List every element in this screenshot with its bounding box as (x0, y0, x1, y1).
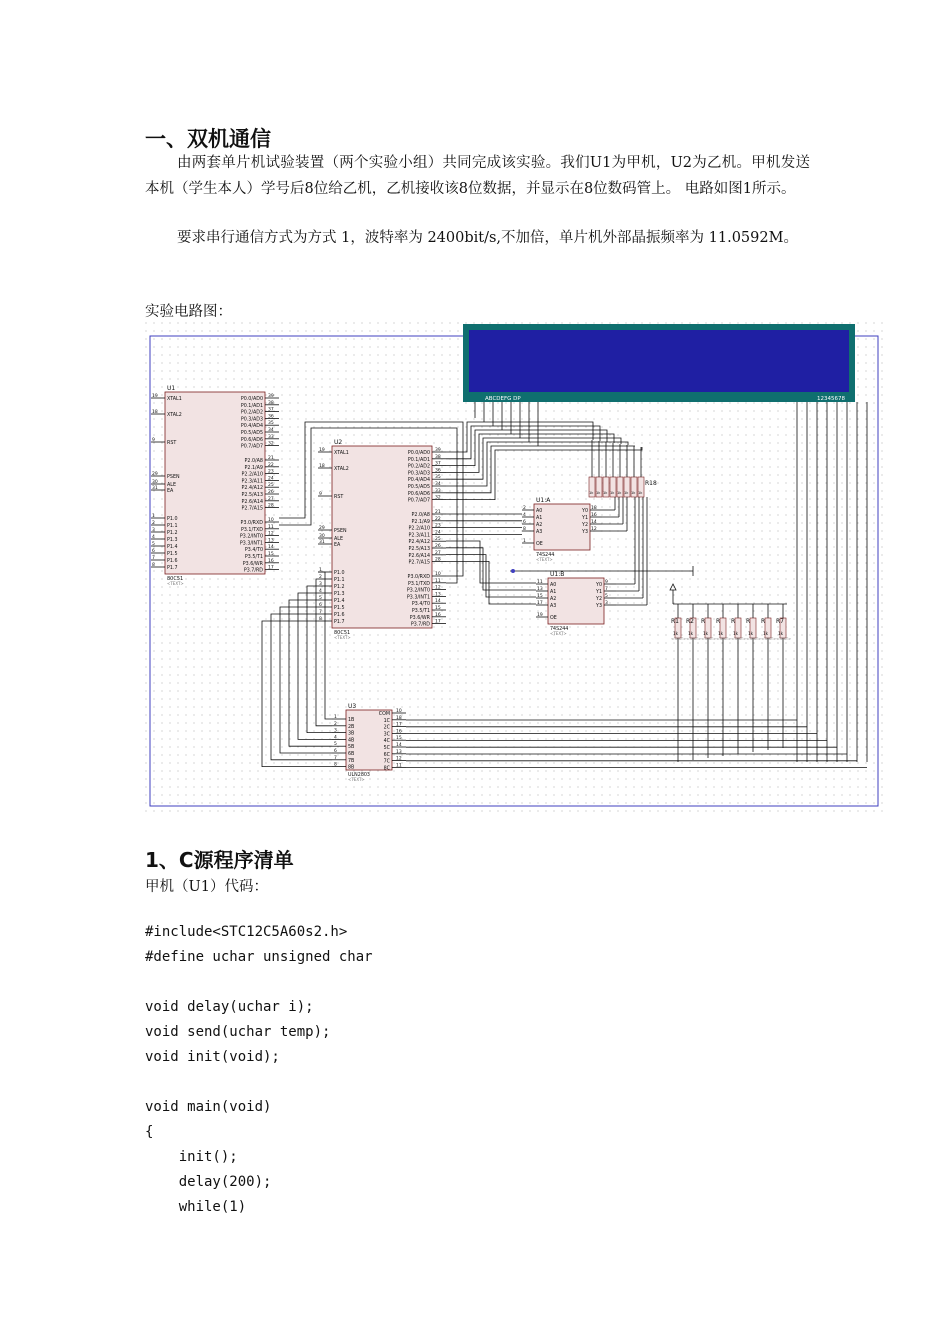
u2-pin-num: 19 (319, 448, 325, 453)
u2-pin-name: P3.7/RD (410, 622, 430, 628)
resistor-value: 1k (624, 491, 629, 495)
u1-pin-num: 33 (268, 434, 274, 440)
pullup-label: R7 (776, 618, 784, 625)
pullup-label: R (731, 618, 736, 625)
u1b-pin-name: Y3 (596, 604, 602, 609)
u1-pin-name: P2.6/A14 (241, 499, 263, 505)
pullup-text: <TEXT> (776, 637, 792, 641)
pullup-text: <TEXT> (701, 637, 717, 641)
u1a-pin-name: Y0 (582, 509, 588, 514)
pullup-value: 1k (703, 631, 709, 636)
u1a-pin-name: A2 (536, 523, 543, 528)
u1a-pin-name: Y2 (582, 523, 588, 528)
u1a-pin-num: 2 (523, 506, 526, 511)
u1-pin-name: P1.0 (167, 517, 178, 522)
u1a-part: 74S244 (536, 553, 555, 558)
u3-pin-name: 4B (348, 738, 355, 744)
u1a-pin-name: A0 (536, 509, 543, 514)
u3-pin-num: 11 (396, 763, 402, 769)
u3-pin-name: 5C (383, 746, 390, 751)
u2-pin-name: P1.3 (334, 592, 345, 597)
display-segment-labels: ABCDEFG DP (485, 396, 521, 402)
u2-pin-name: P2.0/A8 (411, 513, 430, 518)
u1a-ref: U1:A (536, 497, 551, 504)
pullup-value: 1k (748, 631, 754, 636)
u1-pin-num: 13 (268, 538, 274, 544)
u1a-pin-num: 16 (591, 513, 597, 518)
u1a-pin-num: 6 (523, 520, 526, 525)
u2-part: 80C51 (334, 630, 351, 636)
u2-pin-name: P1.0 (334, 571, 345, 576)
u1b-pin-num: 15 (537, 594, 543, 599)
seven-segment-display (469, 330, 849, 392)
u1-pin-num: 35 (268, 421, 274, 427)
u2-pin-num: 30 (319, 534, 325, 539)
u2-pin-num: 11 (435, 578, 441, 584)
u2-pin-num: 12 (435, 585, 441, 591)
code-line: void init(void); (145, 1049, 280, 1065)
code-block (145, 920, 373, 1220)
u2-pin-name: P0.2/AD2 (407, 464, 430, 470)
u2-pin-name: P1.5 (334, 606, 345, 611)
resistor-value: 1k (638, 491, 643, 495)
u1a-pin-num: 8 (523, 527, 526, 532)
u3-pin-name: 3C (383, 732, 390, 738)
u1-pin-name: P3.5/T1 (244, 555, 263, 560)
code-line: #define uchar unsigned char (145, 949, 373, 965)
u2-pin-num: 26 (435, 544, 441, 549)
u2-pin-num: 22 (435, 516, 441, 522)
u3-ref: U3 (348, 703, 357, 710)
u1-pin-num: 34 (268, 428, 274, 433)
u1-pin-num: 9 (152, 438, 155, 443)
u1-pin-name: P0.1/AD1 (240, 403, 263, 409)
u1b-pin-name: OE (550, 616, 557, 621)
pullup-label: R (701, 618, 706, 625)
resistor-r18-label: R18 (645, 480, 657, 487)
u3-pin-name: 4C (383, 739, 390, 745)
code-caption: 甲机（U1）代码： (145, 879, 268, 895)
u2-ref: U2 (334, 439, 343, 446)
pullup-value: 1k (733, 631, 739, 636)
u1-pin-num: 23 (268, 469, 274, 475)
u3-pin-name: 1B (348, 718, 355, 723)
u1a-pin-num: 18 (591, 506, 597, 511)
u2-pin-num: 39 (435, 448, 441, 453)
u1-pin-num: 36 (268, 414, 274, 420)
u3-pin-num: 14 (396, 743, 402, 748)
u2-pin-name: P2.2/A10 (408, 526, 430, 532)
u1-pin-name: P3.0/RXD (240, 521, 263, 526)
u2-pin-num: 15 (435, 606, 441, 611)
u2-pin-name: P2.5/A13 (408, 547, 430, 552)
u1-pin-num: 2 (152, 521, 155, 526)
u1b-pin-name: Y2 (596, 597, 602, 602)
pullup-text: <TEXT> (716, 637, 732, 641)
u1-pin-num: 24 (268, 476, 274, 482)
u1b-part: 74S244 (550, 627, 569, 632)
code-line (145, 1070, 373, 1095)
u1b-ref: U1:B (550, 571, 565, 578)
u2-pin-name: P2.1/A9 (411, 519, 430, 525)
u1a-text: <TEXT> (536, 557, 553, 562)
u1-pin-num: 8 (152, 563, 155, 568)
u3-pin-num: 8 (334, 762, 337, 768)
u1-pin-name: XTAL1 (167, 397, 182, 402)
intro-paragraph: 由两套单片机试验装置（两个实验小组）共同完成该实验。我们U1为甲机，U2为乙机。甲机发送本机（学生本人）学号后8位给乙机，乙机接收该8位数据，并显示在8位数码管上。 电路如图1所示。 (145, 155, 810, 197)
u2-pin-name: P3.0/RXD (407, 575, 430, 580)
u2-pin-num: 35 (435, 475, 441, 481)
u3-pin-num: 7 (334, 755, 337, 761)
u3-pin-num: 10 (396, 709, 402, 714)
code-line: init(); (145, 1149, 238, 1165)
u1-pin-num: 39 (268, 394, 274, 399)
u3-pin-name: 8B (348, 765, 355, 771)
u1-pin-num: 22 (268, 462, 274, 468)
u1a-pin-name: A3 (536, 530, 543, 535)
section-title: 一、双机通信 (145, 127, 271, 151)
u1b-pin-num: 3 (605, 601, 608, 606)
u2-pin-name: P0.4/AD4 (407, 478, 430, 484)
u3-pin-num: 5 (334, 742, 337, 748)
u1-pin-name: P1.2 (167, 531, 178, 536)
u1-pin-name: P3.1/TXD (240, 527, 263, 533)
u1-pin-name: P2.5/A13 (241, 493, 263, 498)
u2-pin-num: 25 (435, 537, 441, 543)
u1b-pin-num: 17 (537, 601, 543, 606)
u3-pin-name: 2C (383, 725, 390, 731)
u2-pin-num: 6 (319, 603, 322, 608)
u1-pin-num: 29 (152, 472, 158, 477)
code-line: while(1) (145, 1199, 247, 1215)
u2-pin-name: P0.0/AD0 (407, 451, 430, 456)
u1b-pin-num: 13 (537, 587, 543, 592)
u1-pin-num: 7 (152, 556, 155, 561)
u1-pin-num: 18 (152, 410, 158, 415)
u1b-pin-name: Y1 (596, 590, 602, 595)
pullup-value: 1k (673, 631, 679, 636)
u1-pin-name: P1.1 (167, 524, 178, 529)
u1-pin-name: P1.3 (167, 538, 178, 543)
u2-pin-name: XTAL2 (334, 467, 349, 472)
u1-pin-name: P3.4/T0 (244, 548, 263, 554)
u3-pin-num: 3 (334, 728, 337, 734)
u2-pin-name: P3.2/INT0 (406, 588, 430, 594)
u2-pin-name: P0.6/AD6 (407, 491, 430, 497)
u1-pin-name: P2.1/A9 (244, 465, 263, 471)
u2-pin-name: ALE (334, 537, 343, 542)
u1-pin-num: 10 (268, 518, 274, 523)
pullup-text: <TEXT> (746, 637, 762, 641)
u2-pin-num: 17 (435, 619, 441, 625)
u2-pin-num: 32 (435, 495, 441, 501)
u1-pin-num: 14 (268, 545, 274, 551)
code-line: { (145, 1124, 154, 1140)
u2-pin-num: 27 (435, 550, 441, 556)
display-digit-labels: 12345678 (817, 396, 845, 402)
junction-dot (511, 569, 515, 573)
u2-pin-num: 4 (319, 589, 322, 594)
u2-pin-name: EA (334, 543, 341, 548)
u3-pin-name: COM (378, 712, 390, 717)
pullup-value: 1k (778, 631, 784, 636)
u1-pin-name: P2.0/A8 (244, 459, 263, 464)
pullup-text: <TEXT> (671, 637, 687, 641)
u1-pin-num: 32 (268, 441, 274, 447)
code-line: void main(void) (145, 1099, 272, 1115)
u3-part: ULN2803 (348, 773, 370, 778)
requirement-paragraph: 要求串行通信方式为方式 1，波特率为 2400bit/s,不加倍，单片机外部晶振频率为 11.0592M。 (177, 230, 798, 246)
u1-pin-num: 6 (152, 549, 155, 554)
u2-pin-num: 24 (435, 530, 441, 536)
u1-pin-name: PSEN (167, 475, 180, 480)
u1b-pin-num: 9 (605, 580, 608, 585)
u2-pin-num: 7 (319, 610, 322, 615)
u3-pin-num: 4 (334, 735, 337, 741)
u1-pin-name: P2.3/A11 (241, 479, 263, 485)
u2-pin-name: P2.3/A11 (408, 533, 430, 539)
u2-pin-name: P2.4/A12 (408, 540, 430, 546)
u3-pin-name: 5B (348, 745, 355, 751)
u1b-pin-num: 7 (605, 587, 608, 592)
u1-pin-num: 21 (268, 456, 274, 461)
u1a-pin-name: OE (536, 542, 543, 547)
u3-pin-num: 18 (396, 715, 402, 721)
u2-pin-num: 33 (435, 488, 441, 494)
u1a-pin-num: 14 (591, 520, 597, 525)
u3-pin-num: 16 (396, 729, 402, 735)
u1b-pin-name: A2 (550, 597, 557, 602)
u2-pin-name: P1.2 (334, 585, 345, 590)
u2-pin-num: 34 (435, 482, 441, 487)
pullup-text: <TEXT> (731, 637, 747, 641)
u2-pin-num: 36 (435, 468, 441, 474)
u2-pin-num: 13 (435, 592, 441, 598)
u3-text: <TEXT> (348, 777, 365, 782)
u2-pin-name: P0.3/AD3 (407, 471, 430, 477)
pullup-text: <TEXT> (761, 637, 777, 641)
u2-pin-num: 29 (319, 526, 325, 531)
u1a-pin-num: 12 (591, 527, 597, 532)
u3-pin-num: 13 (396, 749, 402, 755)
code-line: void send(uchar temp); (145, 1024, 331, 1040)
u1a-pin-num: 4 (523, 513, 526, 518)
u2-pin-num: 37 (435, 461, 441, 467)
pullup-value: 1k (718, 631, 724, 636)
resistor-value: 1k (589, 491, 594, 495)
u1-pin-num: 11 (268, 524, 274, 530)
pullup-label: R (746, 618, 751, 625)
u1-pin-num: 16 (268, 558, 274, 564)
resistor-value: 1k (631, 491, 636, 495)
u1-pin-name: P3.3/INT1 (239, 541, 263, 547)
u2-pin-num: 3 (319, 582, 322, 587)
u3-pin-name: 6C (383, 752, 390, 758)
resistor-value: 1k (610, 491, 615, 495)
u3-pin-num: 6 (334, 749, 337, 754)
u2-pin-num: 5 (319, 596, 322, 601)
u2-pin-num: 9 (319, 492, 322, 497)
u2-pin-name: P2.7/A15 (408, 560, 430, 566)
u1-pin-num: 26 (268, 490, 274, 495)
u1-pin-name: P3.6/WR (242, 561, 263, 567)
code-line: void delay(uchar i); (145, 999, 314, 1015)
u3-pin-name: 2B (348, 724, 355, 730)
u1-pin-name: P0.7/AD7 (240, 444, 263, 450)
u1-pin-num: 1 (152, 514, 155, 519)
u3-pin-num: 15 (396, 736, 402, 742)
u2-text: <TEXT> (334, 635, 351, 640)
u1-pin-num: 28 (268, 503, 274, 509)
u2-pin-num: 8 (319, 617, 322, 622)
u1-pin-name: P0.6/AD6 (240, 437, 263, 443)
u3-pin-num: 12 (396, 756, 402, 762)
u2-pin-num: 28 (435, 557, 441, 563)
resistor-value: 1k (603, 491, 608, 495)
u2-pin-name: P3.6/WR (409, 615, 430, 621)
u3-pin-num: 17 (396, 722, 402, 728)
u2-pin-name: RST (334, 495, 344, 500)
u1-pin-num: 30 (152, 480, 158, 485)
u1-ref: U1 (167, 385, 176, 392)
u2-pin-name: XTAL1 (334, 451, 349, 456)
u2-pin-num: 31 (319, 540, 325, 545)
u1-pin-name: XTAL2 (167, 413, 182, 418)
u1-text: <TEXT> (167, 581, 184, 586)
u1-pin-name: ALE (167, 483, 176, 488)
u1-pin-name: P0.2/AD2 (240, 410, 263, 416)
u2-pin-name: P0.5/AD5 (407, 485, 430, 490)
circuit-label: 实验电路图： (145, 304, 232, 320)
u3-pin-name: 8C (383, 766, 390, 772)
u1a-pin-name: A1 (536, 516, 543, 521)
circuit-schematic (145, 322, 885, 814)
u2-pin-num: 1 (319, 568, 322, 573)
resistor-value: 1k (596, 491, 601, 495)
code-section-title: 1、C源程序清单 (145, 848, 294, 872)
u1-pin-num: 15 (268, 552, 274, 557)
u1a-pin-name: Y1 (582, 516, 588, 521)
u2-pin-num: 18 (319, 464, 325, 469)
u2-pin-num: 10 (435, 572, 441, 577)
u1-pin-name: P1.4 (167, 545, 178, 550)
u3-pin-num: 2 (334, 721, 337, 727)
u1-pin-name: P3.7/RD (243, 568, 263, 574)
u1a-pin-num: 1 (523, 539, 526, 544)
u1-pin-name: P1.5 (167, 552, 178, 557)
u2-pin-name: P1.6 (334, 613, 345, 618)
u2-pin-name: P3.5/T1 (411, 609, 430, 614)
u1b-pin-name: A0 (550, 583, 557, 588)
u2-pin-name: P3.3/INT1 (406, 595, 430, 601)
u3-pin-name: 3B (348, 731, 355, 737)
u1-pin-num: 31 (152, 486, 158, 491)
u2-pin-name: P1.7 (334, 620, 345, 625)
u2-pin-name: P3.4/T0 (411, 602, 430, 608)
pullup-text: <TEXT> (686, 637, 702, 641)
u1b-pin-num: 19 (537, 613, 543, 618)
u1-pin-num: 25 (268, 483, 274, 489)
u3-pin-name: 7C (383, 759, 390, 765)
u1-pin-name: P0.5/AD5 (240, 431, 263, 436)
u1-pin-name: P1.7 (167, 566, 178, 571)
u1-pin-num: 17 (268, 565, 274, 571)
u2-pin-name: P2.6/A14 (408, 553, 430, 559)
u1-pin-num: 4 (152, 535, 155, 540)
u1-pin-name: P1.6 (167, 559, 178, 564)
u1-pin-name: P0.4/AD4 (240, 424, 263, 430)
u2-pin-name: P3.1/TXD (407, 581, 430, 587)
u1b-pin-name: A3 (550, 604, 557, 609)
u2-pin-name: P1.4 (334, 599, 345, 604)
u1-pin-num: 38 (268, 400, 274, 406)
u1a-pin-name: Y3 (582, 530, 588, 535)
u1b-pin-num: 5 (605, 594, 608, 599)
pullup-label: R1 (671, 618, 679, 625)
u1-pin-num: 5 (152, 542, 155, 547)
pullup-label: R (716, 618, 721, 625)
u1-pin-num: 37 (268, 407, 274, 413)
code-line: #include<STC12C5A60s2.h> (145, 924, 348, 940)
u1-pin-name: P2.2/A10 (241, 472, 263, 478)
u2-pin-num: 2 (319, 575, 322, 580)
u2-pin-name: PSEN (334, 529, 347, 534)
pullup-value: 1k (763, 631, 769, 636)
code-line (145, 970, 373, 995)
u2-pin-num: 21 (435, 510, 441, 515)
u1-pin-name: P2.7/A15 (241, 506, 263, 512)
u1b-pin-name: Y0 (596, 583, 602, 588)
u1-pin-num: 12 (268, 531, 274, 537)
u2-pin-name: P0.7/AD7 (407, 498, 430, 504)
u3-pin-num: 1 (334, 715, 337, 720)
u1-pin-name: P2.4/A12 (241, 486, 263, 492)
u3-pin-name: 6B (348, 752, 355, 757)
u2-pin-num: 23 (435, 523, 441, 529)
u1-pin-name: P3.2/INT0 (239, 534, 263, 540)
u3-pin-name: 7B (348, 758, 355, 764)
u3-pin-name: 1C (383, 718, 390, 724)
u2-pin-num: 14 (435, 599, 441, 605)
resistor-value: 1k (617, 491, 622, 495)
u1-pin-name: P0.3/AD3 (240, 417, 263, 423)
u1b-text: <TEXT> (550, 631, 567, 636)
pullup-label: R (761, 618, 766, 625)
u1-part: 80C51 (167, 576, 184, 582)
code-line: delay(200); (145, 1174, 272, 1190)
u1b-pin-num: 11 (537, 580, 543, 585)
u1-pin-name: P0.0/AD0 (240, 397, 263, 402)
u1-pin-num: 27 (268, 496, 274, 502)
pullup-label: R2 (686, 618, 694, 625)
u1-pin-name: RST (167, 441, 177, 446)
u1b-pin-name: A1 (550, 590, 557, 595)
u1-pin-num: 19 (152, 394, 158, 399)
u2-pin-name: P1.1 (334, 578, 345, 583)
u2-pin-name: P0.1/AD1 (407, 457, 430, 463)
u2-pin-num: 38 (435, 454, 441, 460)
pullup-value: 1k (688, 631, 694, 636)
u1-pin-name: EA (167, 489, 174, 494)
u2-pin-num: 16 (435, 612, 441, 618)
u1-pin-num: 3 (152, 528, 155, 533)
